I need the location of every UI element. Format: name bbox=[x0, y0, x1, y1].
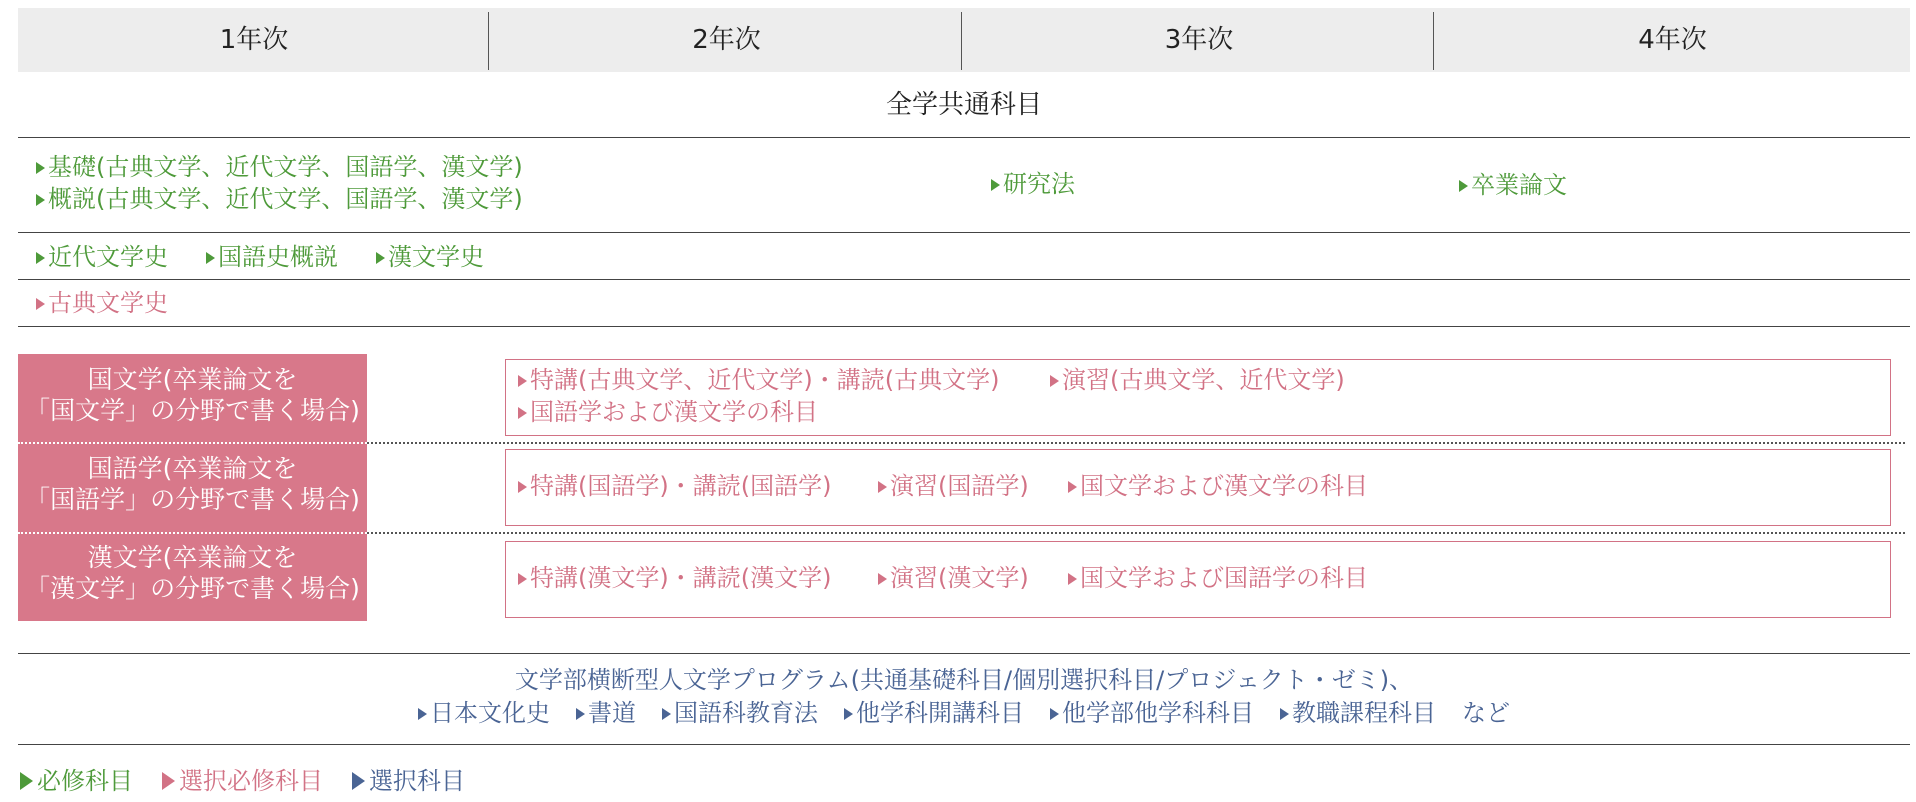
elective-required-classical-history: 古典文学史 bbox=[36, 288, 168, 319]
track-kokugogaku-courses bbox=[505, 449, 1891, 526]
year-1-label: 1年次 bbox=[219, 25, 289, 55]
required-marker-icon bbox=[36, 194, 45, 206]
required-marker-icon bbox=[376, 252, 385, 264]
header-divider bbox=[1433, 12, 1434, 70]
elective-marker-icon bbox=[1050, 708, 1059, 720]
divider bbox=[18, 326, 1910, 327]
course-item: 特講(古典文学、近代文学)・講読(古典文学) bbox=[518, 365, 999, 396]
elective-required-legend-icon bbox=[162, 772, 175, 790]
elective-marker-icon bbox=[1280, 708, 1289, 720]
elective-marker-icon bbox=[662, 708, 671, 720]
course-item: 国文学および漢文学の科目 bbox=[1068, 471, 1368, 502]
electives-program: 文学部横断型人文学プログラム(共通基礎科目/個別選択科目/プロジェクト・ゼミ)、 bbox=[514, 666, 1414, 694]
track-kanbungaku-courses bbox=[505, 541, 1891, 618]
track-divider bbox=[18, 532, 367, 534]
required-kanbun-history: 漢文学史 bbox=[376, 242, 484, 273]
header-divider bbox=[961, 12, 962, 70]
required-marker-icon bbox=[36, 162, 45, 174]
required-modern-literature-history: 近代文学史 bbox=[36, 242, 168, 273]
divider bbox=[18, 653, 1910, 654]
legend-elective-required: 選択必修科目 bbox=[162, 766, 323, 797]
required-kokugo-history: 国語史概説 bbox=[206, 242, 338, 273]
track-kanbungaku-label: 漢文学(卒業論文を 「漢文学」の分野で書く場合) bbox=[18, 532, 367, 621]
required-research-methods: 研究法 bbox=[991, 169, 1075, 200]
track-divider bbox=[367, 532, 1905, 534]
required-marker-icon bbox=[206, 252, 215, 264]
elective-required-marker-icon bbox=[878, 573, 887, 585]
divider bbox=[18, 279, 1910, 280]
elective-required-marker-icon bbox=[518, 573, 527, 585]
divider bbox=[18, 744, 1910, 745]
year-4-label: 4年次 bbox=[1638, 25, 1707, 55]
track-divider bbox=[18, 442, 367, 444]
track-kokugogaku-label: 国語学(卒業論文を 「国語学」の分野で書く場合) bbox=[18, 443, 367, 532]
course-item: 演習(古典文学、近代文学) bbox=[1050, 365, 1345, 396]
legend-required: 必修科目 bbox=[20, 766, 133, 797]
required-thesis: 卒業論文 bbox=[1459, 170, 1567, 201]
divider bbox=[18, 232, 1910, 233]
elective-required-marker-icon bbox=[518, 407, 527, 419]
course-item: 演習(漢文学) bbox=[878, 563, 1029, 594]
course-item: 特講(漢文学)・講読(漢文学) bbox=[518, 563, 831, 594]
elective-required-marker-icon bbox=[1050, 375, 1059, 387]
year-2-label: 2年次 bbox=[692, 25, 761, 55]
divider bbox=[18, 137, 1910, 138]
track-divider bbox=[367, 442, 1905, 444]
elective-marker-icon bbox=[576, 708, 585, 720]
course-item: 演習(国語学) bbox=[878, 471, 1029, 502]
common-subjects-title: 全学共通科目 bbox=[885, 90, 1042, 120]
elective-required-marker-icon bbox=[1068, 573, 1077, 585]
header-divider bbox=[488, 12, 489, 70]
elective-legend-icon bbox=[352, 772, 365, 790]
required-marker-icon bbox=[1459, 180, 1468, 192]
course-item: 特講(国語学)・講読(国語学) bbox=[518, 471, 831, 502]
year-3-label: 3年次 bbox=[1164, 25, 1234, 55]
elective-marker-icon bbox=[844, 708, 853, 720]
track-kokubungaku-label: 国文学(卒業論文を 「国文学」の分野で書く場合) bbox=[18, 354, 367, 443]
elective-marker-icon bbox=[418, 708, 427, 720]
required-marker-icon bbox=[991, 179, 1000, 191]
required-marker-icon bbox=[36, 252, 45, 264]
elective-required-marker-icon bbox=[518, 481, 527, 493]
required-basic: 基礎(古典文学、近代文学、国語学、漢文学) bbox=[36, 152, 523, 183]
elective-required-marker-icon bbox=[518, 375, 527, 387]
course-item: 国文学および国語学の科目 bbox=[1068, 563, 1368, 594]
electives-list: 日本文化史 書道 国語科教育法 他学科開講科目 他学部他学科科目 教職課程科目 など bbox=[18, 698, 1910, 729]
required-legend-icon bbox=[20, 772, 33, 790]
elective-required-marker-icon bbox=[36, 298, 45, 310]
course-item: 国語学および漢文学の科目 bbox=[518, 397, 818, 428]
legend-elective: 選択科目 bbox=[352, 766, 465, 797]
elective-required-marker-icon bbox=[1068, 481, 1077, 493]
year-header bbox=[18, 8, 1910, 72]
elective-required-marker-icon bbox=[878, 481, 887, 493]
required-overview: 概説(古典文学、近代文学、国語学、漢文学) bbox=[36, 184, 523, 215]
track-kokubungaku-courses bbox=[505, 359, 1891, 436]
